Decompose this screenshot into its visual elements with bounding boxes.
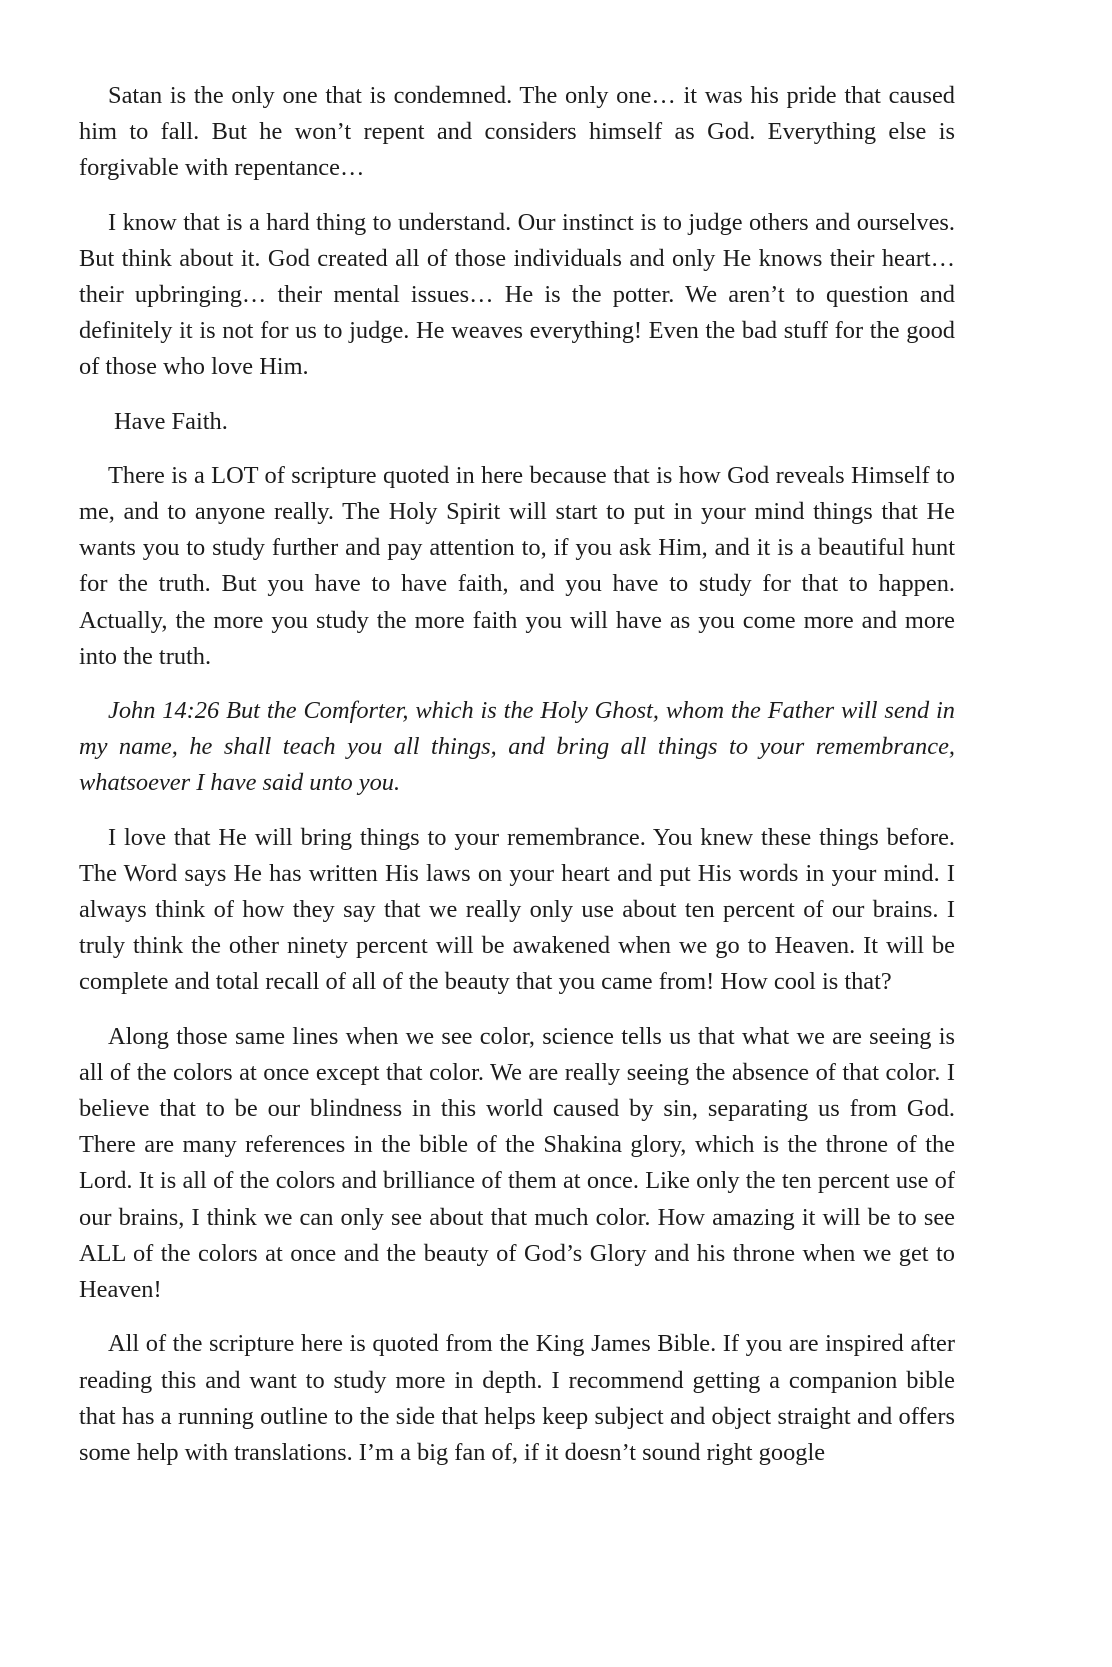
paragraph-scripture-quoted: There is a LOT of scripture quoted in here because that is how God reveals Himself to me, and to anyone really. The Holy Spirit will start to put in your mind things that He wants you to study further and pay attention to, if you ask Him, and it is a beautiful hunt for the truth. But you have to have faith, and you have to study for that to happen. Actually, the more you study the more faith you will have as you come more and more into the truth. bbox=[79, 461, 955, 670]
paragraph-colors: Along those same lines when we see color, science tells us that what we are seeing is all of the colors at once except that color. We are really seeing the absence of that color. I believe that to be our blindness in this world caused by sin, separating us from God. There are many references in the bible of the Shakina glory, which is the throne of the Lord. It is all of the colors and brilliance of them at once. Like only the ten percent use of our brains, I think we can only see about that much color. How amazing it will be to see ALL of the colors at once and the beauty of God’s Glory and his throne when we get to Heaven! bbox=[79, 1022, 955, 1304]
paragraph-judging-others: I know that is a hard thing to understand. Our instinct is to judge others and ourselves. But think about it. God created all of those individuals and only He knows their heart… their upbringing… their mental issues… He is the potter. We aren’t to question and definitely it is not for us to judge. He weaves everything! Even the bad stuff for the good of those who love Him. bbox=[79, 208, 955, 381]
paragraph-have-faith: Have Faith. bbox=[114, 407, 228, 435]
scripture-quote-john-14-26: John 14:26 But the Comforter, which is the Holy Ghost, whom the Father will send in my name, he shall teach you all things, and bring all things to your remembrance, whatsoever I have said unto you. bbox=[79, 697, 955, 797]
paragraph-remembrance: I love that He will bring things to your remembrance. You knew these things before. The Word says He has written His laws on your heart and put His words in your mind. I always think of how they say that we really only use about ten percent of our brains. I truly think the other ninety percent will be awakened when we go to Heaven. It will be complete and total recall of all of the beauty that you came from! How cool is that? bbox=[79, 823, 955, 996]
paragraph-king-james-bible: All of the scripture here is quoted from the King James Bible. If you are inspired after reading this and want to study more in depth. I recommend getting a companion bible that has a running outline to the side that helps keep subject and object straight and offers some help with translations. I’m a big fan of, if it doesn’t sound right google bbox=[79, 1330, 955, 1466]
paragraph-satan-condemned: Satan is the only one that is condemned. The only one… it was his pride that caused him to fall. But he won’t repent and considers himself as God. Everything else is forgivable with repentance… bbox=[79, 82, 955, 182]
document-page bbox=[79, 78, 955, 1489]
